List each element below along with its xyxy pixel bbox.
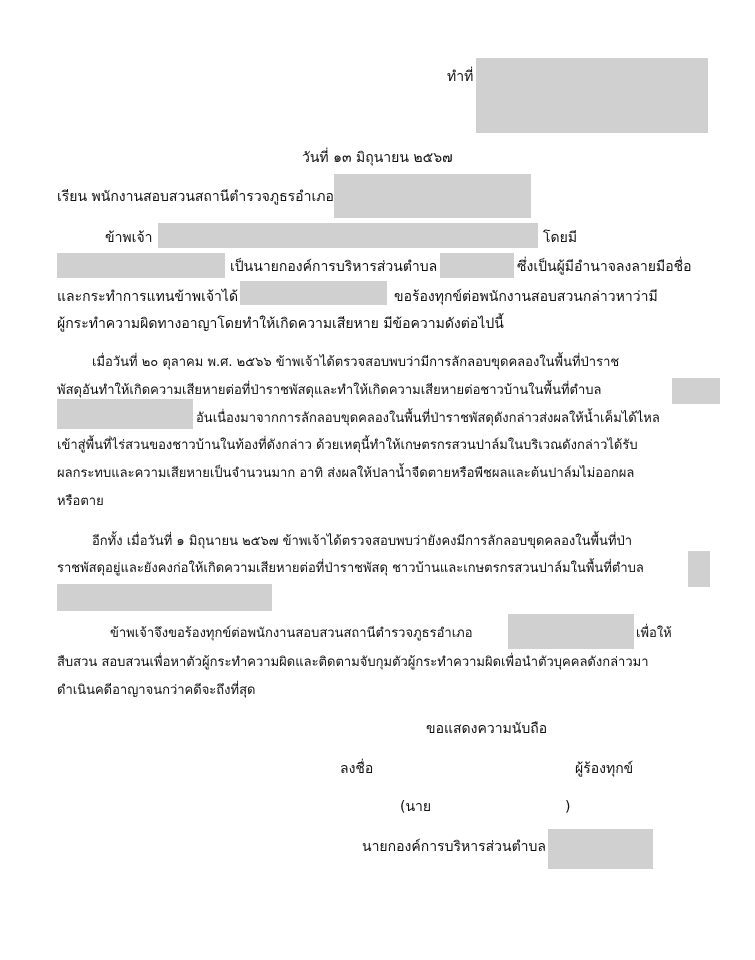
intro-line-3-b: ขอร้องทุกข์ต่อพนักงานสอบสวนกล่าวหาว่ามี (394, 289, 658, 305)
redacted-subdistrict-2b (57, 399, 193, 429)
signer-role: ผู้ร้องทุกข์ (575, 761, 634, 777)
signer-name-open: (นาย (400, 799, 432, 815)
para2-line-1: อีกทั้ง เมื่อวันที่ ๑ มิถุนายน ๒๕๖๗ ข้าพเจ้าได้ตรวจสอบพบว่ายังคงมีการลักลอบขุดคลองในพื้นที่ป่า (92, 534, 633, 549)
para1-line-4: เข้าสู่พื้นที่ไร่สวนของชาวบ้านในท้องที่ดังกล่าว ด้วยเหตุนี้ทำให้เกษตรกรสวนปาล์มในบริเวณดังกล่าวได้รับ (57, 438, 638, 453)
intro-line-3-a: และกระทำการแทนข้าพเจ้าได้ (57, 289, 239, 305)
intro-line-2-b: ซึ่งเป็นผู้มีอำนาจลงลายมือชื่อ (517, 259, 692, 275)
intro-line-1-start: ข้าพเจ้า (105, 230, 153, 246)
redacted-subdistrict-3b (57, 584, 272, 611)
place-label: ทำที่ (447, 69, 474, 85)
intro-line-1-end: โดยมี (543, 230, 578, 246)
para3-line-2: สืบสวน สอบสวนเพื่อหาตัวผู้กระทำความผิดและติดตามจับกุมตัวผู้กระทำความผิดเพื่อนำตัวบุคคลดังกล่าวมา (57, 655, 649, 670)
redacted-representative (57, 253, 225, 278)
para2-line-2: ราชพัสดุอยู่และยังคงก่อให้เกิดความเสียหายต่อที่ป่าราชพัสดุ ชาวบ้านและเกษตรกรสวนปาล์มในพื้นที่ตำบล (57, 561, 644, 576)
redacted-subdistrict-1 (440, 253, 514, 278)
redacted-place (476, 58, 708, 133)
para3-line-1-b: เพื่อให้ (636, 626, 672, 641)
para1-line-5: ผลกระทบและความเสียหายเป็นจำนวนมาก อาทิ ส่งผลให้ปลาน้ำจืดตายหรือพืชผลและต้นปาล์มไม่ออกผล (57, 466, 635, 481)
para1-line-3: อันเนื่องมาจากการลักลอบขุดคลองในพื้นที่ป่าราชพัสดุดังกล่าวส่งผลให้น้ำเค็มได้ไหล (196, 411, 660, 426)
intro-line-4: ผู้กระทำความผิดทางอาญาโดยทำให้เกิดความเสียหาย มีข้อความดังต่อไปนี้ (57, 316, 504, 332)
document-date: วันที่ ๑๓ มิถุนายน ๒๕๖๗ (302, 150, 453, 166)
redacted-district (334, 174, 531, 218)
redacted-authorized (240, 281, 387, 305)
signer-name-close: ) (565, 799, 571, 815)
para1-line-2: พัสดุอันทำให้เกิดความเสียหายต่อที่ป่าราชพัสดุและทำให้เกิดความเสียหายต่อชาวบ้านในพื้นที่ตำบล (57, 383, 602, 398)
redacted-district-2 (508, 614, 634, 649)
redacted-subdistrict-3a (688, 551, 710, 587)
para3-line-1-a: ข้าพเจ้าจึงขอร้องทุกข์ต่อพนักงานสอบสวนสถานีตำรวจภูธรอำเภอ (110, 626, 473, 641)
para1-line-1: เมื่อวันที่ ๒๐ ตุลาคม พ.ศ. ๒๕๖๖ ข้าพเจ้าได้ตรวจสอบพบว่ามีการลักลอบขุดคลองในพื้นที่ป่าราช (92, 355, 620, 370)
salutation: เรียน พนักงานสอบสวนสถานีตำรวจภูธรอำเภอ (57, 189, 334, 205)
para1-line-6: หรือตาย (57, 494, 104, 509)
redacted-subdistrict-2a (672, 378, 720, 404)
signature-label: ลงชื่อ (340, 761, 374, 777)
redacted-complainant (158, 223, 538, 248)
closing-regards: ขอแสดงความนับถือ (426, 721, 548, 737)
redacted-subdistrict-4 (548, 829, 653, 869)
para3-line-3: ดำเนินคดีอาญาจนกว่าคดีจะถึงที่สุด (57, 683, 256, 698)
signer-title: นายกองค์การบริหารส่วนตำบล (362, 839, 546, 855)
intro-line-2-a: เป็นนายกองค์การบริหารส่วนตำบล (230, 259, 438, 275)
